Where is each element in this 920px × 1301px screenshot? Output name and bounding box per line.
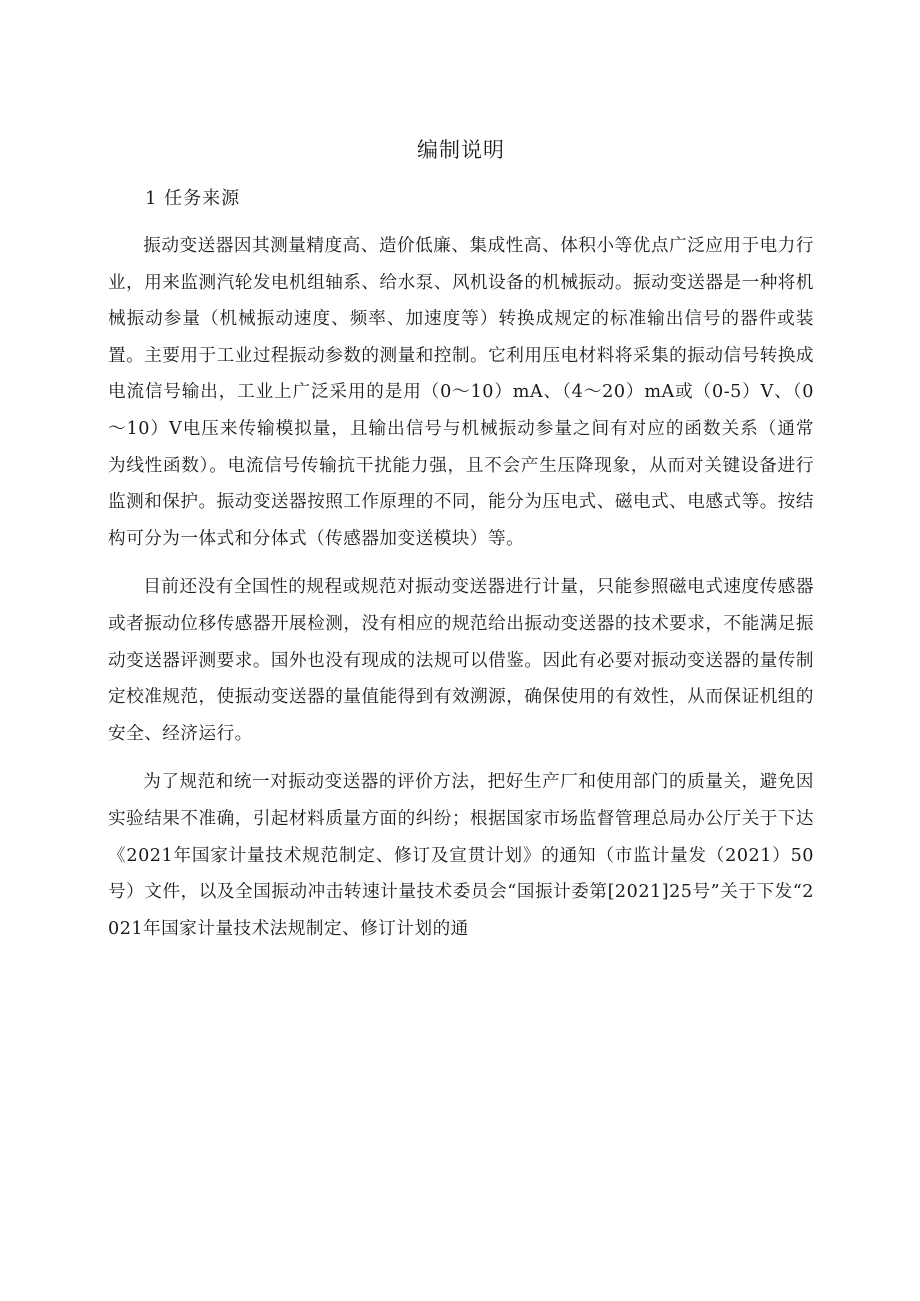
paragraph-2: 目前还没有全国性的规程或规范对振动变送器进行计量，只能参照磁电式速度传感器或者振动位移传感器开展检测，没有相应的规范给出振动变送器的技术要求，不能满足振动变送器评测要求。国外也没有现成的法规可以借鉴。因此有必要对振动变送器的量传制定校准规范，使振动变送器的量值能得到有效溯源，确保使用的有效性，从而保证机组的安全、经济运行。 — [108, 577, 814, 744]
paragraph-3: 为了规范和统一对振动变送器的评价方法，把好生产厂和使用部门的质量关，避免因实验结果不准确，引起材料质量方面的纠纷；根据国家市场监督管理总局办公厅关于下达《2021年国家计量技术规范制定、修订及宣贯计划》的通知（市监计量发（2021）50号）文件，以及全国振动冲击转速计量技术委员会“国振计委第[2021]25号”关于下发“2021年国家计量技术法规制定、修订计划的通 — [108, 772, 814, 939]
document-title: 编制说明 — [417, 138, 505, 162]
paragraph-1: 振动变送器因其测量精度高、造价低廉、集成性高、体积小等优点广泛应用于电力行业，用来监测汽轮发电机组轴系、给水泵、风机设备的机械振动。振动变送器是一种将机械振动参量（机械振动速度、频率、加速度等）转换成规定的标准输出信号的器件或装置。主要用于工业过程振动参数的测量和控制。它利用压电材料将采集的振动信号转换成电流信号输出，工业上广泛采用的是用（0～10）mA、（4～20）mA或（0-5）V、（0～10）V电压来传输模拟量，且输出信号与机械振动参量之间有对应的函数关系（通常为线性函数）。电流信号传输抗干扰能力强，且不会产生压降现象，从而对关键设备进行监测和保护。振动变送器按照工作原理的不同，能分为压电式、磁电式、电感式等。按结构可分为一体式和分体式（传感器加变送模块）等。 — [108, 236, 814, 549]
section-heading: 1 任务来源 — [145, 188, 241, 209]
document-page — [108, 128, 814, 959]
